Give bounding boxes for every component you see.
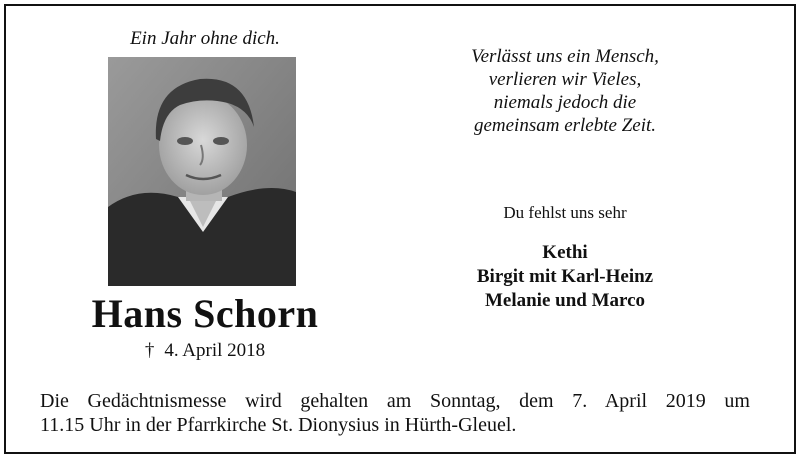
mourner-name: Kethi [542,242,588,263]
poem-line: verlieren wir Vieles, [488,69,642,90]
service-line: 11.15 Uhr in der Pfarrkirche St. Dionysius in Hürth-Gleuel. [40,414,517,436]
death-date-line [100,340,310,362]
anniversary-heading: Ein Jahr ohne dich. [130,28,280,49]
poem-line: Verlässt uns ein Mensch, [471,46,659,67]
missed-text: Du fehlst uns sehr [503,203,627,222]
poem-line: gemeinsam erlebte Zeit. [473,115,657,136]
memorial-service-info [40,389,750,437]
portrait-photo [108,57,296,286]
mourner-name: Melanie und Marco [484,290,646,311]
mourner-list [420,241,710,313]
death-date: 4. April 2018 [164,340,266,361]
deceased-name: Hans Schorn [91,291,319,336]
memorial-poem [420,45,710,137]
cross-symbol: † [144,340,155,361]
mourner-name: Birgit mit Karl-Heinz [476,266,654,287]
poem-line: niemals jedoch die [493,92,637,113]
service-line: Die Gedächtnismesse wird gehalten am Sonntag, dem 7. April 2019 um [40,390,750,412]
